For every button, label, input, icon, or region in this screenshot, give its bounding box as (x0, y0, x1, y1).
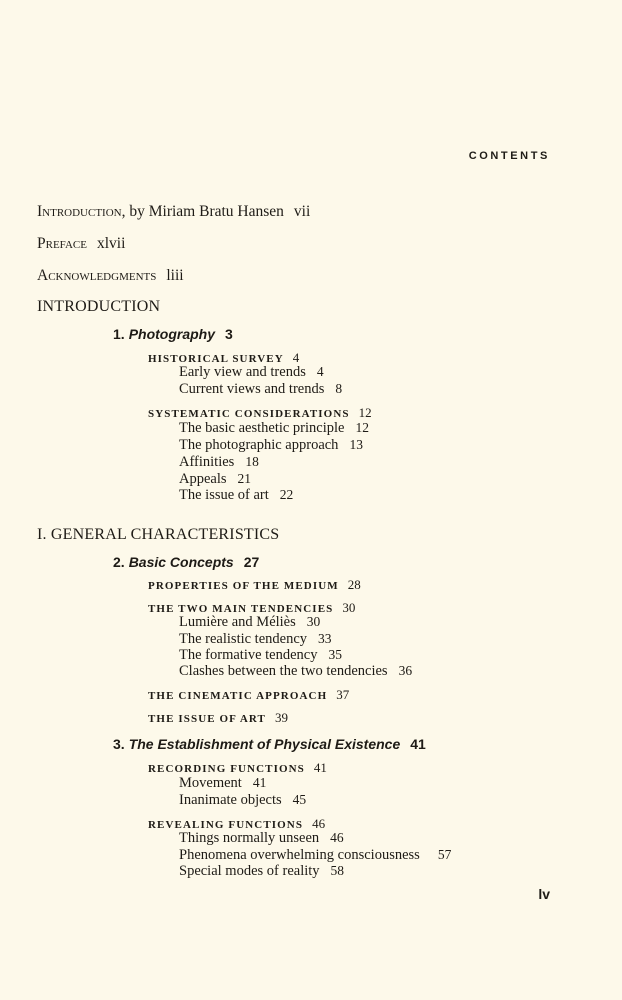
section-title: REVEALING FUNCTIONS (148, 819, 304, 831)
subsection-title: The realistic tendency (179, 631, 308, 647)
section-title: THE CINEMATIC APPROACH (148, 690, 328, 702)
subsection-page: 33 (318, 631, 332, 646)
part-heading-introduction: INTRODUCTION (37, 298, 161, 315)
chapter-1-entry[interactable] (113, 326, 233, 342)
section-page: 28 (347, 577, 361, 592)
subsection-basic-aesthetic-principle[interactable] (179, 420, 369, 437)
subsection-page: 12 (355, 420, 369, 435)
subsection-page: 4 (316, 364, 324, 379)
chapter-number: 1. (113, 326, 125, 342)
toc-entry-preface[interactable] (37, 235, 125, 253)
subsection-things-unseen[interactable] (179, 830, 344, 847)
subsection-special-modes[interactable] (179, 863, 344, 880)
subsection-title: Current views and trends (179, 381, 325, 397)
entry-label: Introduction (37, 203, 122, 220)
subsection-title: Things normally unseen (179, 830, 320, 846)
subsection-page: 36 (398, 663, 413, 678)
subsection-title: Affinities (179, 454, 235, 470)
section-systematic-considerations[interactable] (148, 405, 372, 421)
contents-heading: CONTENTS (468, 150, 550, 162)
section-title: THE TWO MAIN TENDENCIES (148, 603, 334, 615)
subsection-current-views[interactable] (179, 381, 342, 398)
entry-rest: , by Miriam Bratu Hansen (121, 203, 284, 220)
page-number: lv (538, 886, 550, 902)
section-page: 30 (342, 600, 356, 615)
entry-page: xlvii (96, 235, 126, 252)
subsection-affinities[interactable] (179, 454, 259, 471)
subsection-title: The photographic approach (179, 437, 339, 453)
subsection-page: 57 (437, 847, 452, 862)
subsection-realistic-tendency[interactable] (179, 631, 332, 648)
subsection-page: 13 (349, 437, 363, 452)
section-title: PROPERTIES OF THE MEDIUM (148, 580, 339, 592)
subsection-phenomena[interactable] (179, 847, 451, 864)
section-cinematic-approach[interactable] (148, 687, 349, 703)
section-properties-of-medium[interactable] (148, 577, 361, 593)
section-title: HISTORICAL SURVEY (148, 353, 284, 365)
chapter-3-entry[interactable] (113, 736, 426, 752)
subsection-movement[interactable] (179, 775, 266, 792)
section-page: 12 (358, 405, 372, 420)
subsection-page: 8 (335, 381, 343, 396)
entry-label: Preface (37, 235, 87, 252)
chapter-page: 27 (243, 554, 260, 570)
section-page: 46 (312, 816, 326, 831)
subsection-lumiere-melies[interactable] (179, 614, 320, 631)
subsection-page: 45 (292, 792, 307, 807)
subsection-clashes[interactable] (179, 663, 412, 680)
subsection-formative-tendency[interactable] (179, 647, 342, 664)
section-title: THE ISSUE OF ART (148, 713, 266, 725)
toc-entry-acknowledgments[interactable] (37, 267, 184, 285)
entry-page: liii (166, 267, 184, 284)
entry-label: Acknowledgments (37, 267, 157, 284)
section-page: 37 (336, 687, 350, 702)
subsection-page: 22 (279, 487, 294, 502)
section-title: SYSTEMATIC CONSIDERATIONS (148, 408, 350, 420)
subsection-inanimate-objects[interactable] (179, 792, 306, 809)
section-page: 39 (274, 710, 288, 725)
chapter-number: 3. (113, 736, 125, 752)
subsection-page: 18 (245, 454, 259, 469)
subsection-page: 46 (330, 830, 344, 845)
section-page: 41 (313, 760, 327, 775)
chapter-page: 41 (410, 736, 426, 752)
subsection-title: Lumière and Méliès (179, 614, 296, 630)
subsection-appeals[interactable] (179, 471, 251, 488)
chapter-page: 3 (225, 326, 233, 342)
chapter-2-entry[interactable] (113, 554, 259, 570)
subsection-title: The issue of art (179, 487, 269, 503)
subsection-page: 58 (330, 863, 345, 878)
subsection-title: Early view and trends (179, 364, 306, 380)
subsection-title: Movement (179, 775, 242, 791)
section-recording-functions[interactable] (148, 760, 327, 776)
subsection-title: Special modes of reality (179, 863, 320, 879)
subsection-title: Phenomena overwhelming consciousness (179, 847, 420, 863)
section-page: 4 (292, 350, 300, 365)
subsection-page: 21 (237, 471, 252, 486)
subsection-page: 35 (328, 647, 342, 662)
section-title: RECORDING FUNCTIONS (148, 763, 305, 775)
subsection-title: Appeals (179, 471, 227, 487)
subsection-early-view[interactable] (179, 364, 324, 381)
toc-entry-introduction-hansen[interactable] (37, 203, 310, 221)
subsection-issue-of-art[interactable] (179, 487, 293, 504)
subsection-title: The basic aesthetic principle (179, 420, 345, 436)
chapter-title: Photography (128, 326, 216, 342)
subsection-title: Inanimate objects (179, 792, 282, 808)
subsection-page: 41 (252, 775, 267, 790)
chapter-title: The Establishment of Physical Existence (128, 736, 401, 752)
section-issue-of-art[interactable] (148, 710, 288, 726)
subsection-page: 30 (306, 614, 321, 629)
subsection-photographic-approach[interactable] (179, 437, 363, 454)
chapter-title: Basic Concepts (128, 554, 234, 570)
entry-page: vii (293, 203, 311, 220)
chapter-number: 2. (113, 554, 125, 570)
subsection-title: Clashes between the two tendencies (179, 663, 388, 679)
subsection-title: The formative tendency (179, 647, 318, 663)
part-heading-general-characteristics: I. GENERAL CHARACTERISTICS (37, 526, 280, 543)
